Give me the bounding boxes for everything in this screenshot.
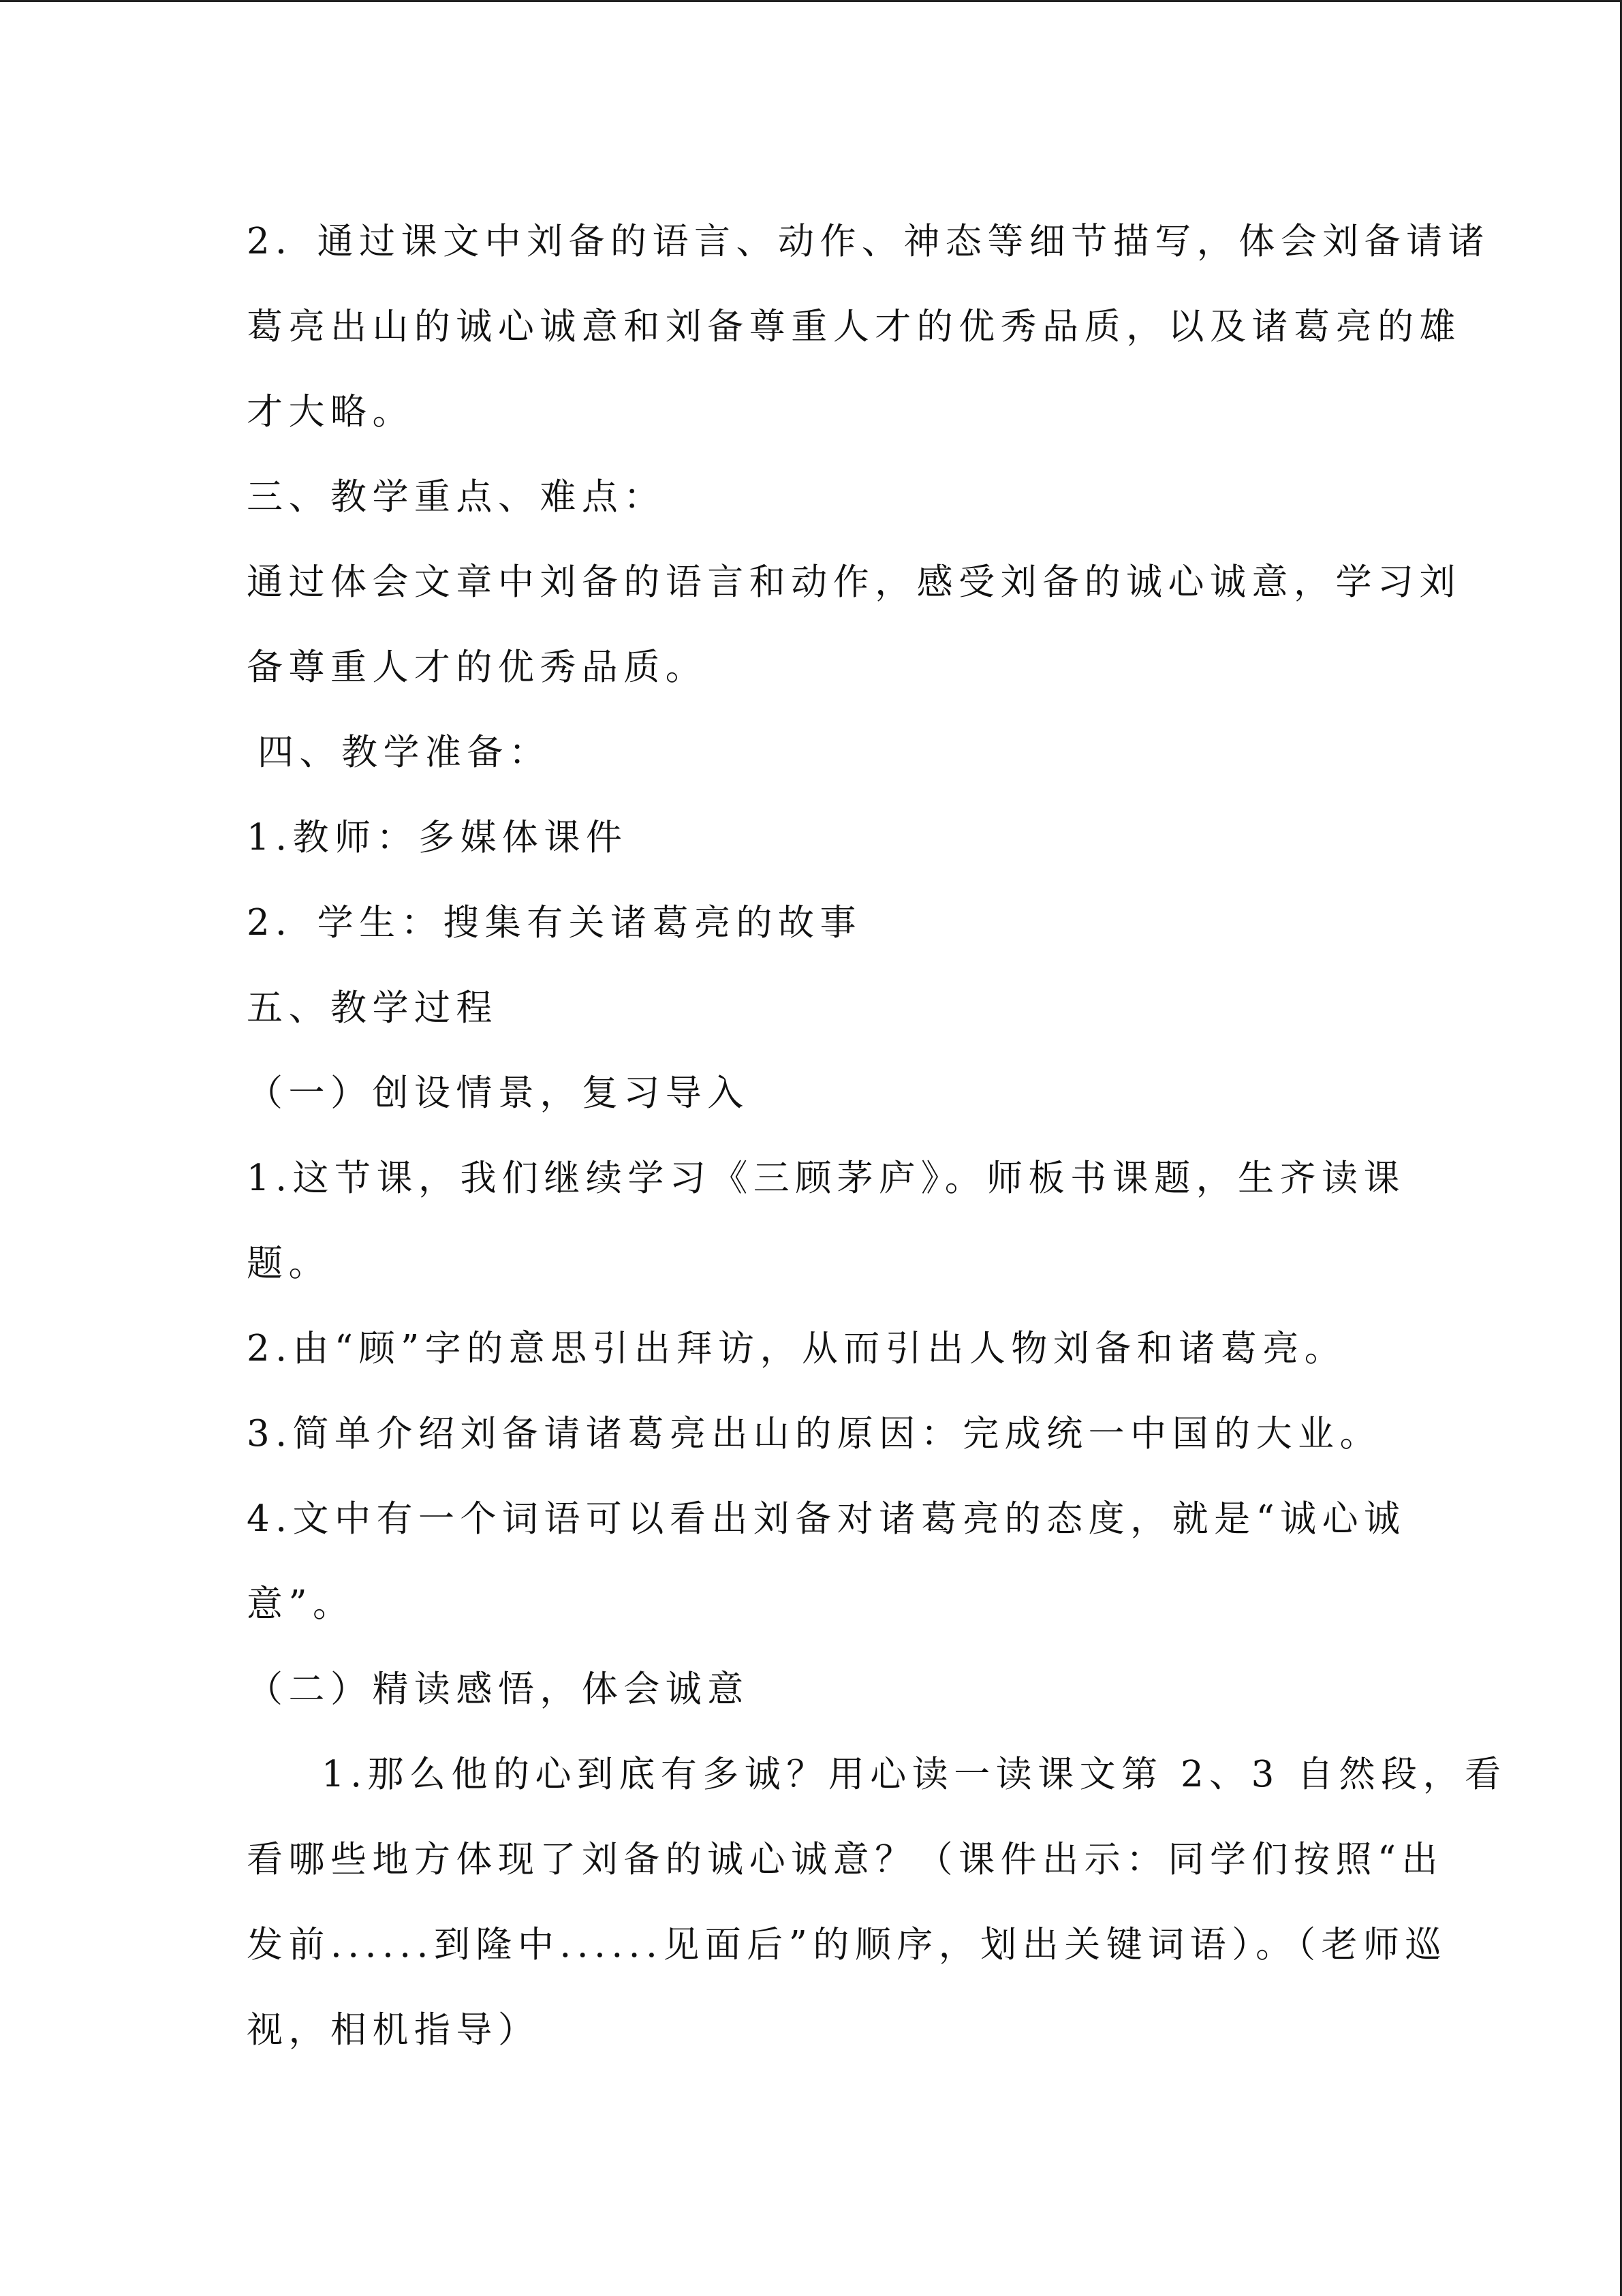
text-line: 题。: [247, 1243, 330, 1284]
text-line: 2．通过课文中刘备的语言、动作、神态等细节描写，体会刘备请诸: [247, 221, 1491, 262]
text-line: 备尊重人才的优秀品质。: [247, 647, 708, 688]
text-line: 葛亮出山的诚心诚意和刘备尊重人才的优秀品质，以及诸葛亮的雄: [247, 306, 1461, 347]
paragraph-line: 1.那么他的心到底有多诚？用心读一读课文第 2、3 自然段，看: [322, 1754, 1507, 1795]
section-heading: 四、教学准备：: [258, 732, 551, 773]
paragraph-line: 看哪些地方体现了刘备的诚心诚意？（课件出示：同学们按照“出: [247, 1839, 1444, 1880]
list-item: 1.这节课，我们继续学习《三顾茅庐》。师板书课题，生齐读课: [247, 1158, 1405, 1199]
list-item: 2．学生：搜集有关诸葛亮的故事: [247, 902, 862, 944]
list-item: 3.简单介绍刘备请诸葛亮出山的原因：完成统一中国的大业。: [247, 1413, 1382, 1455]
subsection-heading: （一）创设情景，复习导入: [247, 1072, 749, 1114]
paragraph-line: 发前......到隆中......见面后”的顺序，划出关键词语）。（老师巡: [247, 1924, 1448, 1966]
text-line: 通过体会文章中刘备的语言和动作，感受刘备的诚心诚意，学习刘: [247, 561, 1461, 603]
section-heading: 五、教学过程: [247, 987, 498, 1029]
text-line: 意”。: [247, 1583, 355, 1625]
document-body: [247, 219, 1507, 2092]
list-item: 1.教师：多媒体课件: [247, 817, 628, 858]
section-heading: 三、教学重点、难点：: [247, 476, 666, 518]
list-item: 4.文中有一个词语可以看出刘备对诸葛亮的态度，就是“诚心诚: [247, 1498, 1406, 1540]
text-line: 才大略。: [247, 391, 414, 433]
list-item: 2.由“顾”字的意思引出拜访，从而引出人物刘备和诸葛亮。: [247, 1328, 1347, 1369]
paragraph-line: 视，相机指导）: [247, 2009, 540, 2051]
subsection-heading: （二）精读感悟，体会诚意: [247, 1669, 749, 1710]
